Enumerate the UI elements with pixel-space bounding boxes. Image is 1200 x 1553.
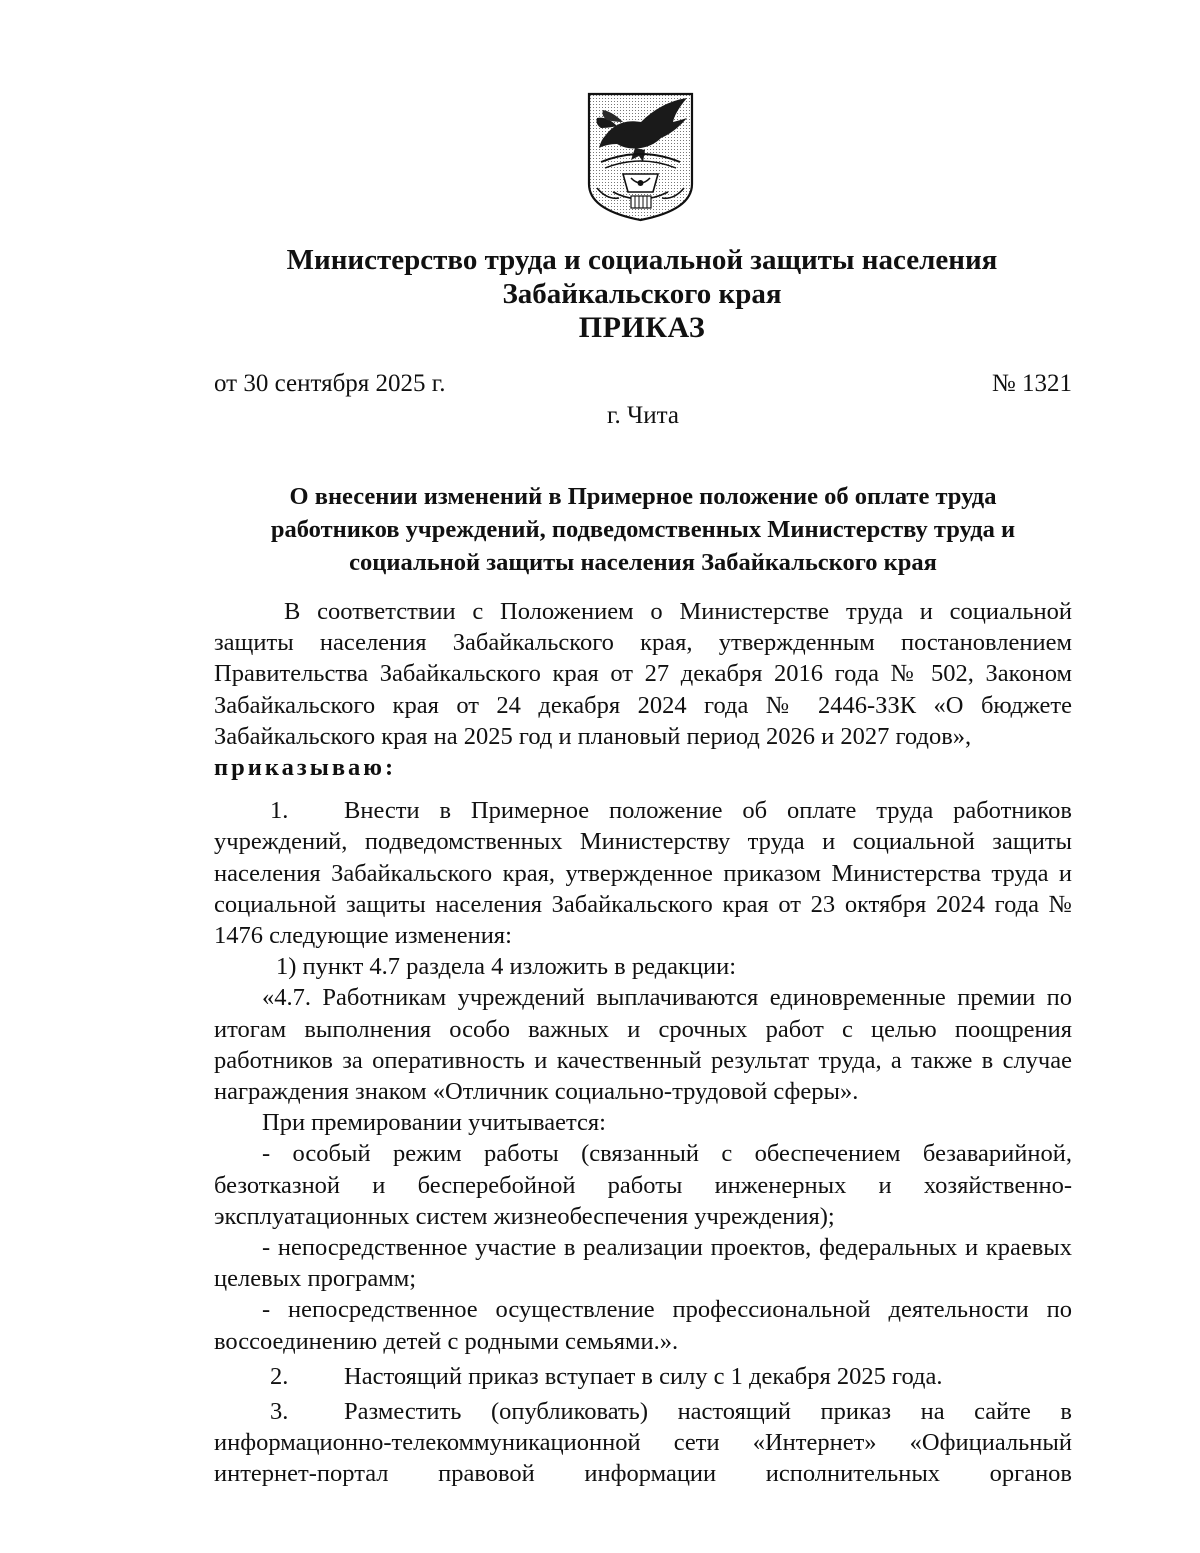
- subject-line: работников учреждений, подведомственных Министерству труда и: [270, 516, 1016, 543]
- order-date: от 30 сентября 2025 г.: [214, 370, 446, 397]
- order-title: ПРИКАЗ: [578, 311, 706, 344]
- item-3-paragraph: [214, 1396, 1072, 1490]
- date-number-line: [214, 366, 1072, 402]
- preamble-paragraph: [214, 596, 1072, 783]
- spacer: [214, 783, 1072, 795]
- item-text: Внести в Примерное положение об оплате труда работников учреждений, подведомственных Министерству труда и социальной защиты населения Забайкальского края, утвержденное приказом Министерства труда и социальной защиты населения Забайкальского края от 23 октября 2024 года № 1476 следующие изменения:: [214, 797, 1072, 950]
- coat-of-arms-emblem: [583, 88, 698, 223]
- premium-intro: При премировании учитывается:: [262, 1109, 606, 1137]
- item-text: Настоящий приказ вступает в силу с 1 декабря 2025 года.: [344, 1362, 943, 1390]
- quote-paragraph-4-7: «4.7. Работникам учреждений выплачиваются единовременные премии по итогам выполнения особо важных и срочных работ с целью поощрения работников за оперативность и качественный результат труда, а также в случае награждения знаком «Отличник социально-трудовой сферы».: [214, 984, 1072, 1106]
- preamble-text: В соответствии с Положением о Министерстве труда и социальной защиты населения Забайкальского края, утвержденным постановлением Правительства Забайкальского края от 27 декабря 2016 года № 502, Законом Забайкальского края от 24 декабря 2024 года № 2446-ЗЗК «О бюджете Забайкальского края на 2025 год и плановый период 2026 и 2027 годов»,: [214, 598, 1072, 750]
- item-2-paragraph: [214, 1361, 1072, 1392]
- item-number: 2.: [270, 1362, 289, 1390]
- item-number: 1.: [270, 797, 289, 825]
- item-number: 3.: [270, 1398, 289, 1426]
- subject-line: О внесении изменений в Примерное положение об оплате труда: [289, 483, 997, 510]
- bullet-item: - особый режим работы (связанный с обеспечением безаварийной, безотказной и бесперебойной работы инженерных и хозяйственно-эксплуатационных систем жизнеобеспечения учреждения);: [214, 1140, 1072, 1230]
- item-text: Разместить (опубликовать) настоящий приказ на сайте в информационно-телекоммуникационной сети «Интернет» «Официальный интернет-портал правовой информации исполнительных органов: [214, 1398, 1072, 1488]
- bullet-item: - непосредственное участие в реализации проектов, федеральных и краевых целевых программ;: [214, 1234, 1072, 1293]
- ministry-title: Министерство труда и социальной защиты населения: [286, 244, 998, 276]
- order-body: [214, 596, 1072, 1490]
- order-word: приказываю: [214, 754, 386, 782]
- order-number: № 1321: [991, 370, 1072, 397]
- region-title: Забайкальского края: [502, 278, 782, 310]
- item-1-paragraph: [214, 795, 1072, 951]
- order-colon: :: [385, 754, 397, 782]
- bullet-item: - непосредственное осуществление профессиональной деятельности по воссоединению детей с родными семьями.».: [214, 1296, 1072, 1355]
- subitem-1: 1) пункт 4.7 раздела 4 изложить в редакции:: [276, 953, 737, 981]
- order-city: г. Чита: [607, 402, 679, 429]
- subject-line: социальной защиты населения Забайкальского края: [349, 549, 937, 576]
- order-subject: [214, 480, 1072, 579]
